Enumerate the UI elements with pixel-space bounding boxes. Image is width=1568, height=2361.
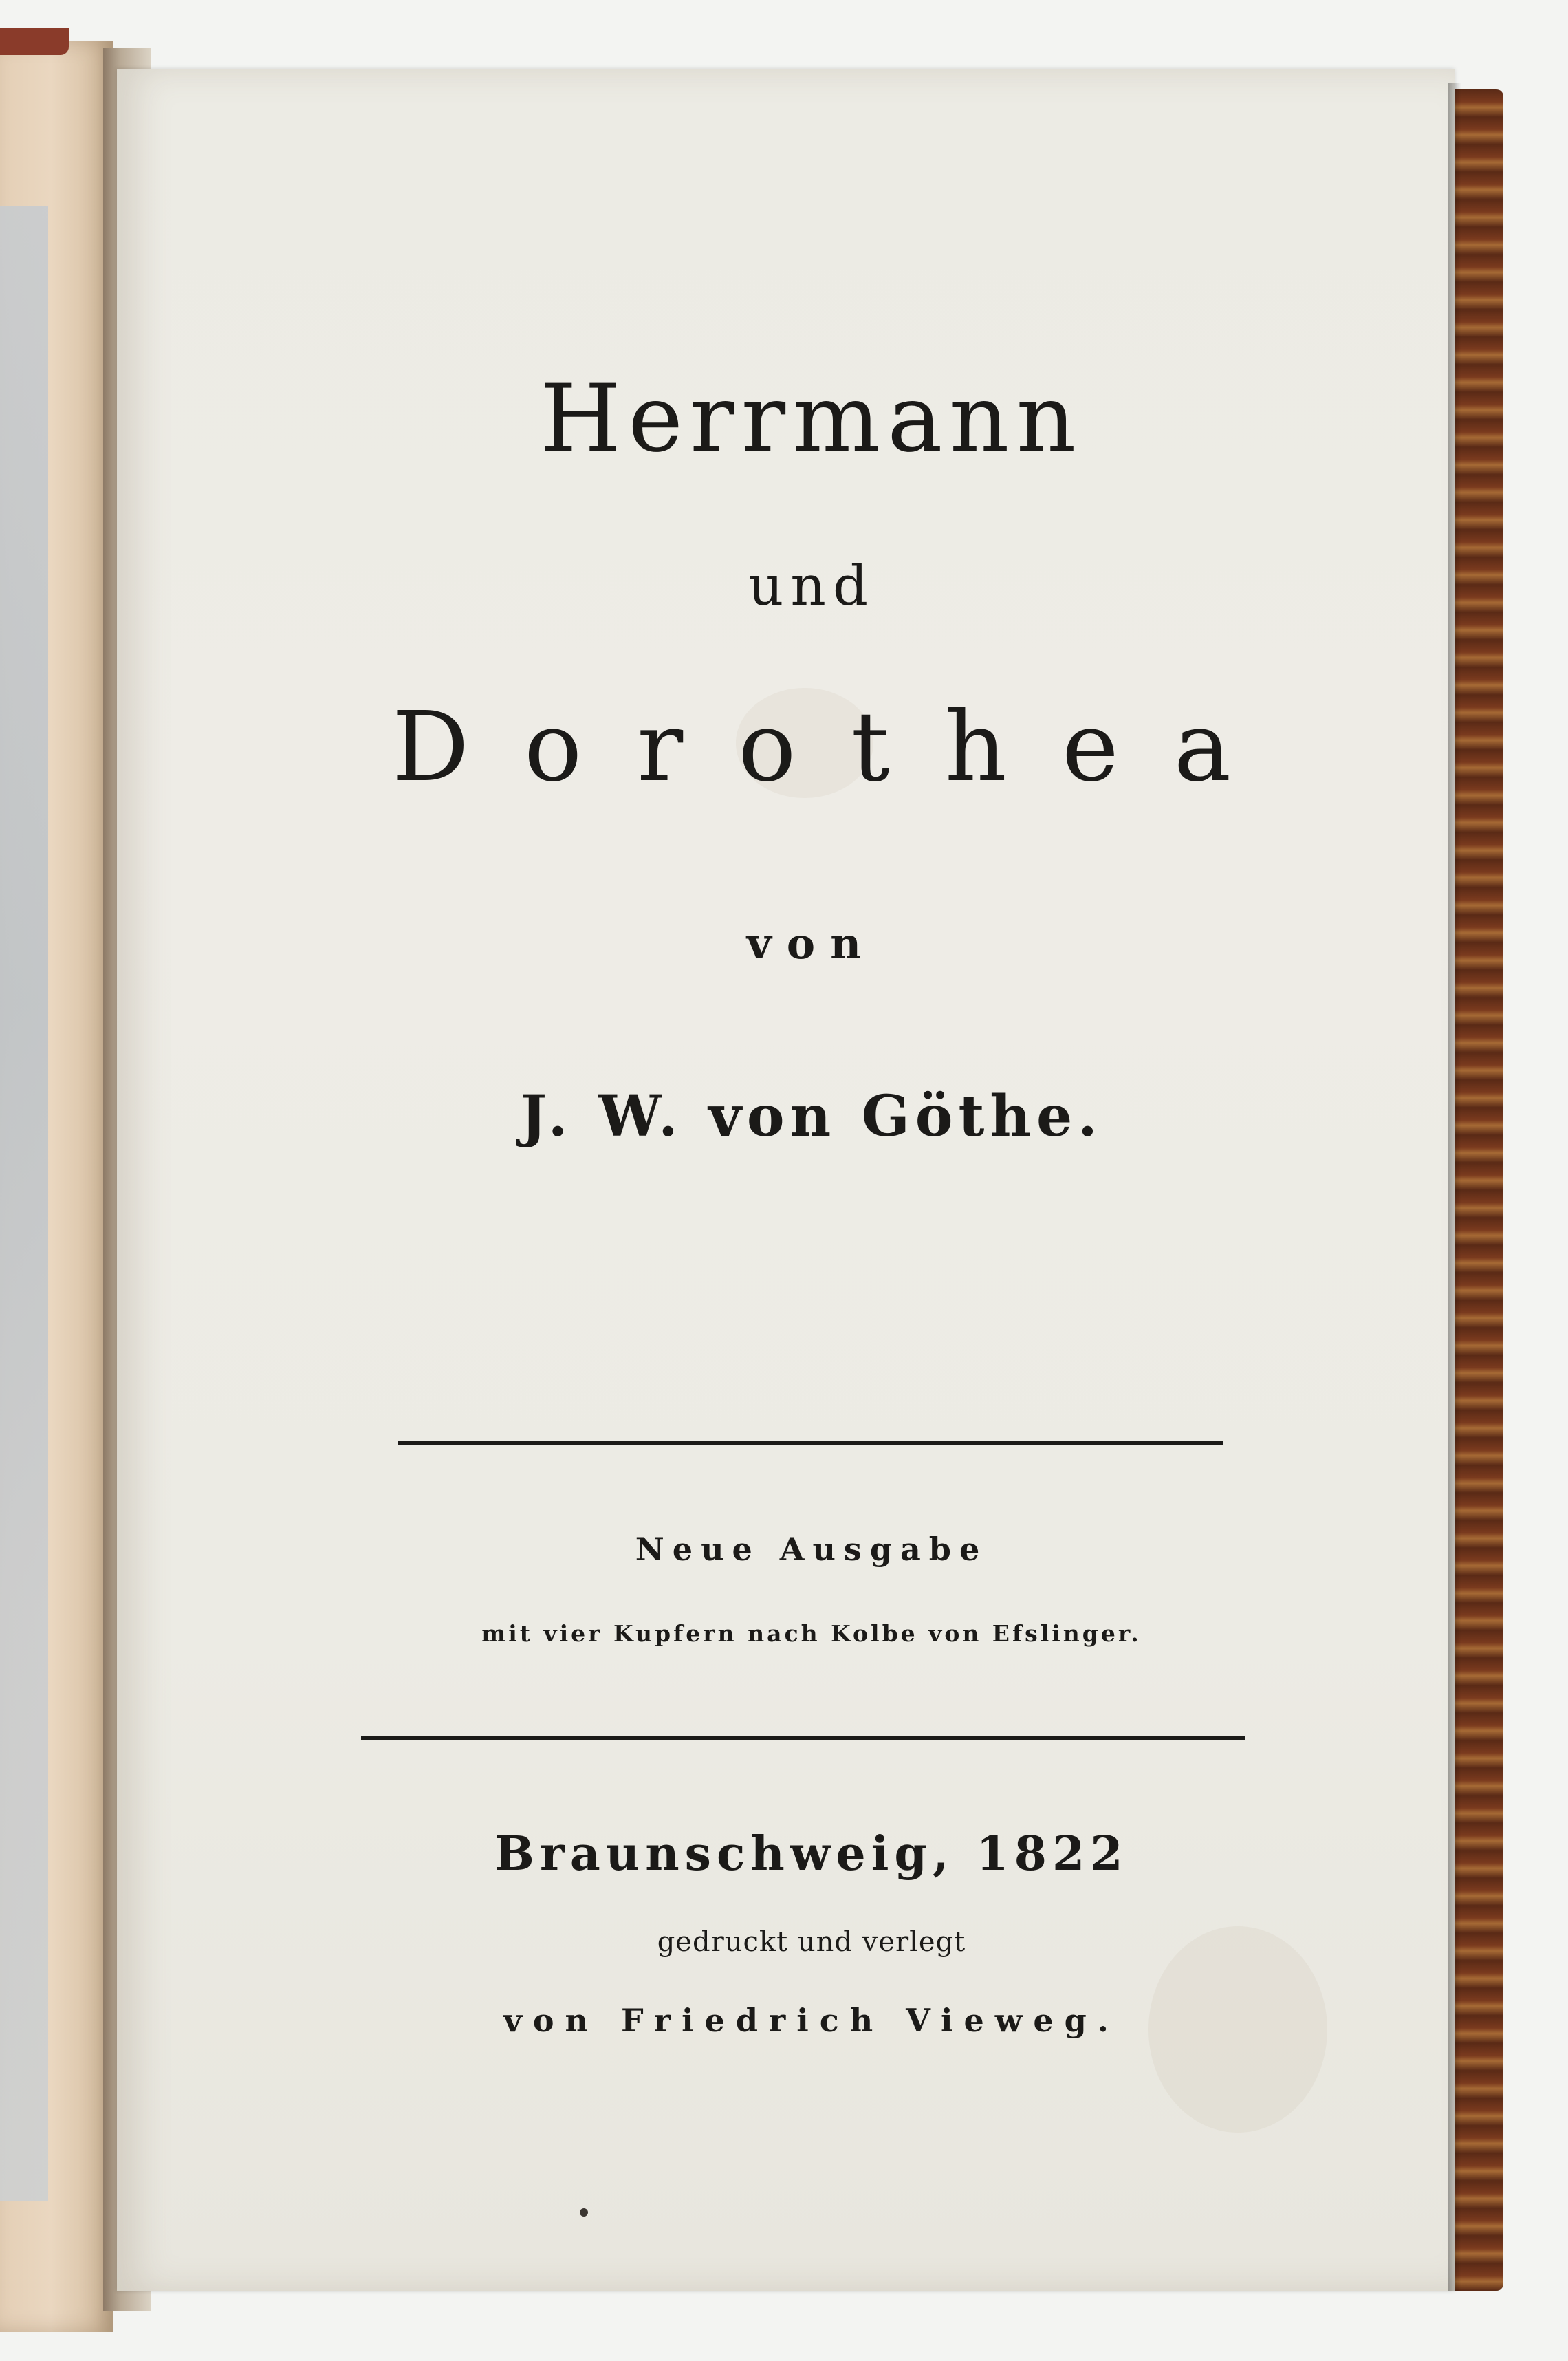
title-dorothea: Dorothea	[391, 691, 1287, 804]
frontispiece-plate-edge	[0, 206, 48, 2201]
top-divider-rule	[398, 1441, 1223, 1445]
edition-statement: Neue Ausgabe	[635, 1531, 988, 1568]
left-cover-board-corner	[0, 28, 69, 55]
ink-speck	[580, 2208, 588, 2217]
byline-von: von	[746, 918, 877, 969]
imprint-publisher: von Friedrich Vieweg.	[503, 2002, 1120, 2039]
board-shadow	[1448, 83, 1461, 2291]
plates-note: mit vier Kupfern nach Kolbe von Efslinger.	[481, 1620, 1142, 1647]
title-und: und	[748, 554, 875, 618]
title-page	[117, 69, 1455, 2291]
author-name: J. W. von Göthe.	[520, 1084, 1103, 1150]
imprint-place-year: Braunschweig, 1822	[494, 1826, 1129, 1882]
imprint-printed-note: gedruckt und verlegt	[657, 1926, 966, 1958]
title-herrmann: Herrmann	[540, 365, 1083, 473]
left-facing-page	[0, 41, 113, 2332]
bottom-divider-rule	[361, 1736, 1245, 1740]
